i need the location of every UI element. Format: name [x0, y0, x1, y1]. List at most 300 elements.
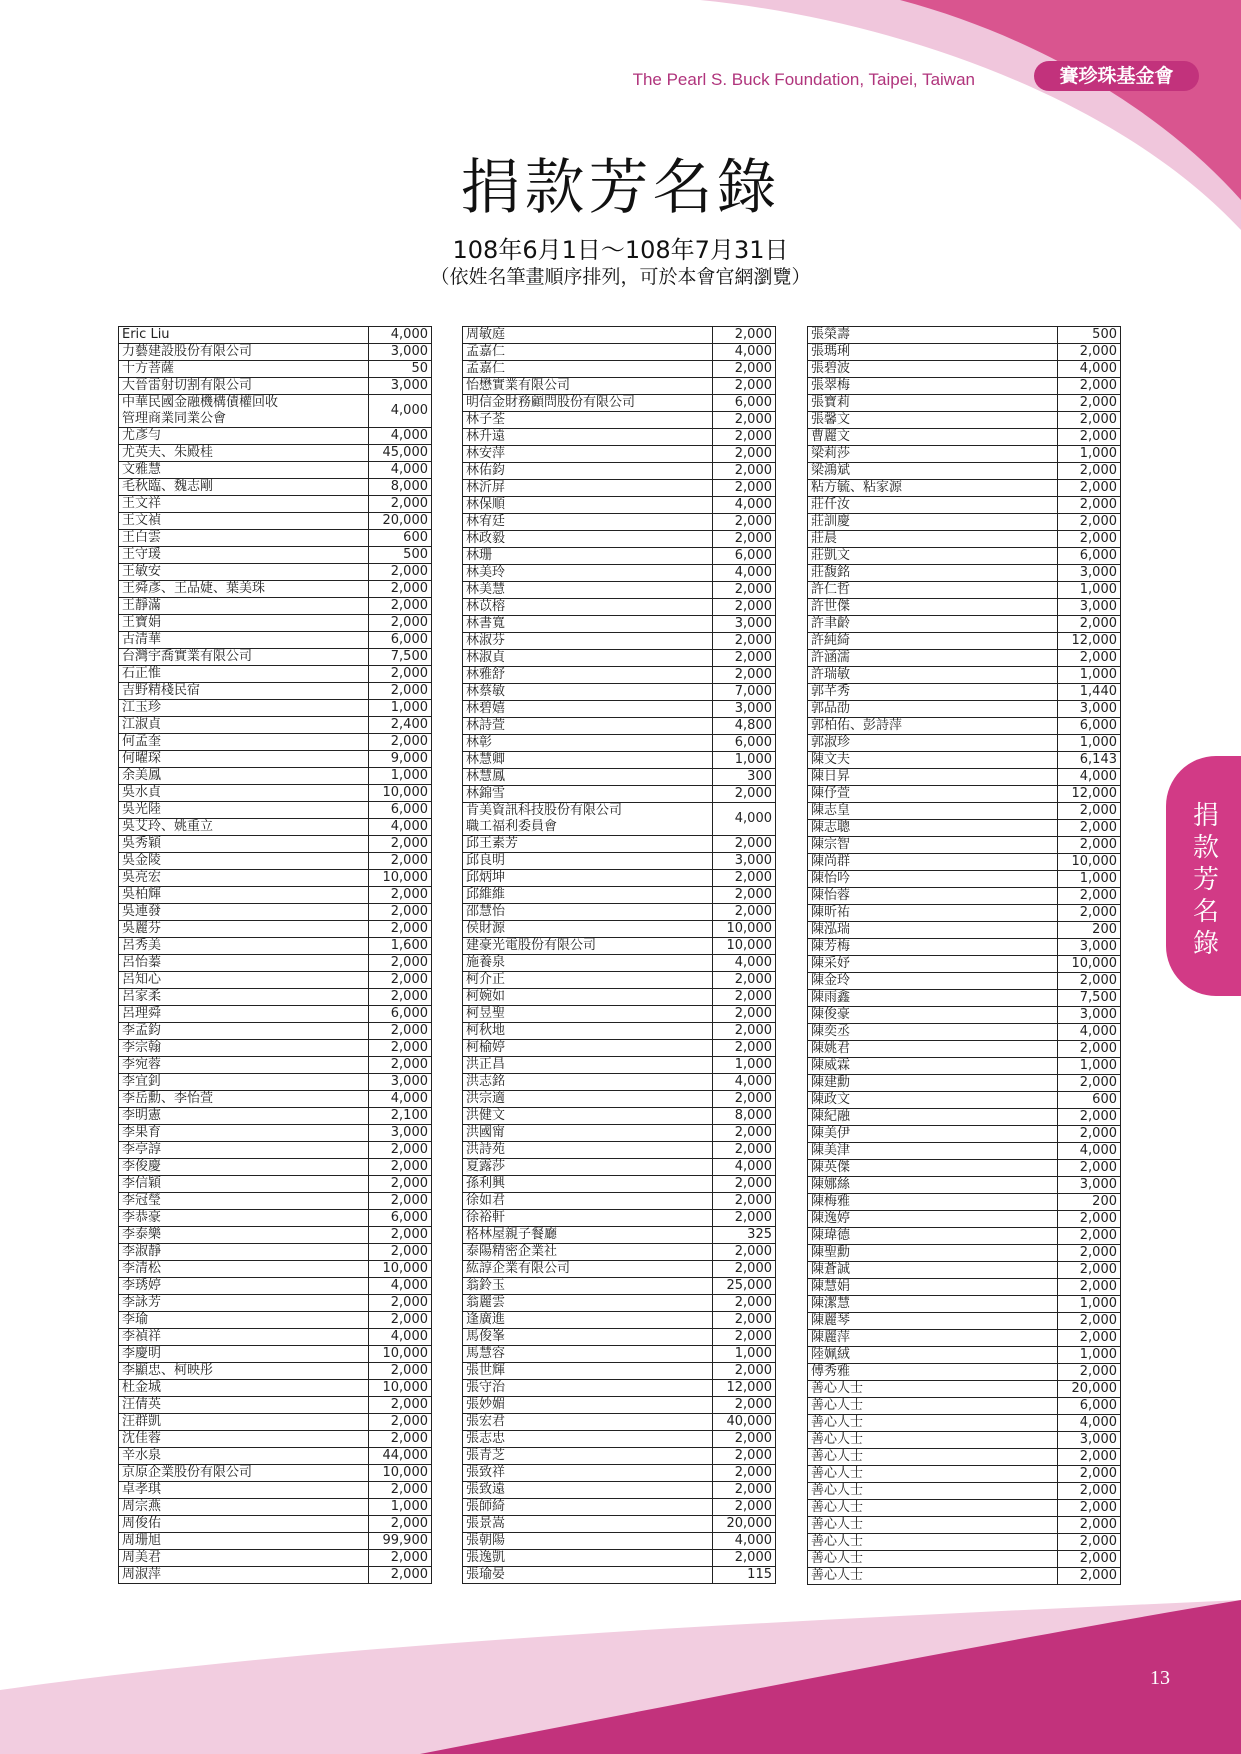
donor-name — [463, 1193, 713, 1210]
donor-name — [808, 480, 1058, 497]
donor-name-line: 善心人士 — [811, 1466, 864, 1481]
donor-column-1 — [118, 326, 432, 1584]
donor-name-line: 孟嘉仁 — [466, 361, 506, 376]
donor-name-line: 吳秀穎 — [122, 836, 162, 851]
donor-name-line: 周美君 — [122, 1550, 162, 1565]
donor-name-line: 紘諄企業有限公司 — [466, 1261, 571, 1276]
donor-name — [463, 1363, 713, 1380]
donor-name — [808, 429, 1058, 446]
donor-row — [463, 344, 776, 361]
donor-amount: 8,000 — [713, 1108, 776, 1125]
donor-name — [808, 378, 1058, 395]
donor-name-line: 洪宗適 — [466, 1091, 506, 1106]
donor-amount: 200 — [1058, 922, 1121, 939]
donor-name — [808, 1211, 1058, 1228]
donor-row — [808, 1007, 1121, 1024]
donor-name-line: 莊仟汝 — [811, 497, 851, 512]
donor-row — [808, 1262, 1121, 1279]
donor-row — [808, 854, 1121, 871]
donor-name-line: 汪群凱 — [122, 1414, 162, 1429]
donor-name — [463, 1091, 713, 1108]
donor-row — [463, 582, 776, 599]
donor-amount: 6,000 — [713, 735, 776, 752]
donor-amount: 2,000 — [713, 1448, 776, 1465]
donor-name — [119, 327, 369, 344]
donor-name — [463, 446, 713, 463]
donor-name — [119, 1533, 369, 1550]
donor-amount: 20,000 — [1058, 1381, 1121, 1398]
donor-amount: 4,000 — [713, 1074, 776, 1091]
donor-amount: 2,000 — [713, 480, 776, 497]
donor-name-line: 陳政文 — [811, 1092, 851, 1107]
side-tab-char: 錄 — [1192, 929, 1219, 959]
donor-name — [119, 1448, 369, 1465]
donor-row — [119, 547, 432, 564]
donor-name-line: 王舜彥、王品婕、葉美珠 — [122, 581, 266, 596]
donor-amount: 2,000 — [369, 1227, 432, 1244]
donor-amount: 4,800 — [713, 718, 776, 735]
donor-row — [119, 717, 432, 734]
donor-amount: 2,000 — [369, 989, 432, 1006]
donor-name-line: 林彰 — [466, 735, 493, 750]
donor-row — [463, 1295, 776, 1312]
donor-name — [808, 1432, 1058, 1449]
donor-row — [808, 1024, 1121, 1041]
donor-row — [463, 1346, 776, 1363]
donor-name-line: 莊訓慶 — [811, 514, 851, 529]
donor-name — [119, 700, 369, 717]
donor-amount: 7,500 — [1058, 990, 1121, 1007]
donor-name — [808, 1551, 1058, 1568]
donor-amount: 2,000 — [369, 1414, 432, 1431]
donor-row — [463, 803, 776, 836]
donor-amount: 2,000 — [713, 1006, 776, 1023]
donor-name — [119, 904, 369, 921]
donor-name — [119, 751, 369, 768]
donor-name — [808, 1262, 1058, 1279]
donor-name — [119, 1431, 369, 1448]
donor-row — [808, 1398, 1121, 1415]
donor-name — [808, 1160, 1058, 1177]
donor-name-line: 翁鈴玉 — [466, 1278, 506, 1293]
donor-name-line: 林升遠 — [466, 429, 506, 444]
donor-row — [463, 548, 776, 565]
donor-amount: 2,000 — [713, 1329, 776, 1346]
donor-name-line: 陳志聰 — [811, 820, 851, 835]
donor-name-line: 陳威霖 — [811, 1058, 851, 1073]
donor-amount: 300 — [713, 769, 776, 786]
donor-name-line: 曹麗文 — [811, 429, 851, 444]
donor-name-line: 古清華 — [122, 632, 162, 647]
donor-name-line: 林美慧 — [466, 582, 506, 597]
donor-name-line: 吳艾玲、姚重立 — [122, 819, 214, 834]
donor-name — [808, 1364, 1058, 1381]
donor-amount: 4,000 — [713, 565, 776, 582]
donor-row — [808, 735, 1121, 752]
donor-amount: 20,000 — [713, 1516, 776, 1533]
donor-amount: 2,000 — [1058, 616, 1121, 633]
donor-amount: 2,000 — [1058, 1160, 1121, 1177]
donor-name — [808, 344, 1058, 361]
donor-name-line: 邱良明 — [466, 853, 506, 868]
donor-name-line: 莊晨 — [811, 531, 838, 546]
donor-row — [808, 1381, 1121, 1398]
donor-amount: 2,100 — [369, 1108, 432, 1125]
donor-row — [808, 1228, 1121, 1245]
donor-name-line: 李亭諄 — [122, 1142, 162, 1157]
donor-name-line: 善心人士 — [811, 1432, 864, 1447]
donor-row — [463, 497, 776, 514]
donor-name — [119, 1363, 369, 1380]
donor-row — [808, 973, 1121, 990]
donor-amount: 2,000 — [1058, 1551, 1121, 1568]
donor-row — [808, 820, 1121, 837]
donor-amount: 2,000 — [713, 667, 776, 684]
donor-name-line: 陳怡吟 — [811, 871, 851, 886]
donor-name-line: 林保順 — [466, 497, 506, 512]
donor-row — [808, 1075, 1121, 1092]
donor-amount: 2,000 — [1058, 1466, 1121, 1483]
header-org-name: The Pearl S. Buck Foundation, Taipei, Taiwan — [632, 70, 975, 89]
donor-name — [808, 650, 1058, 667]
donor-name — [119, 1295, 369, 1312]
donor-name-line: 柯介正 — [466, 972, 506, 987]
donor-amount: 1,000 — [1058, 871, 1121, 888]
donor-name — [808, 718, 1058, 735]
donor-row — [808, 1534, 1121, 1551]
donor-row — [808, 701, 1121, 718]
donor-name — [463, 1244, 713, 1261]
donor-name — [808, 1007, 1058, 1024]
donor-row — [119, 1193, 432, 1210]
donor-name — [808, 786, 1058, 803]
donor-amount: 4,000 — [713, 344, 776, 361]
donor-row — [808, 1483, 1121, 1500]
donor-name — [119, 1006, 369, 1023]
donor-name — [808, 769, 1058, 786]
donor-name-line: 郭柏佑、彭詩萍 — [811, 718, 903, 733]
donor-amount: 3,000 — [1058, 599, 1121, 616]
donor-amount: 3,000 — [1058, 1432, 1121, 1449]
donor-name-line: 張朝陽 — [466, 1533, 506, 1548]
donor-row — [463, 735, 776, 752]
donor-row — [463, 1227, 776, 1244]
donor-name-line: 陳怡蓉 — [811, 888, 851, 903]
donor-name — [808, 752, 1058, 769]
donor-name-line: 余美鳳 — [122, 768, 162, 783]
donor-row — [463, 1482, 776, 1499]
donor-amount: 2,000 — [1058, 1228, 1121, 1245]
donor-name-line: 陳奕丞 — [811, 1024, 851, 1039]
donor-name-line: 林政毅 — [466, 531, 506, 546]
donor-row — [463, 853, 776, 870]
donor-name — [463, 803, 713, 836]
donor-name — [119, 1380, 369, 1397]
donor-name-line: 梁莉莎 — [811, 446, 851, 461]
donor-name-line: 洪國甯 — [466, 1125, 506, 1140]
donor-name — [808, 1092, 1058, 1109]
donor-row — [463, 327, 776, 344]
donor-row — [808, 1347, 1121, 1364]
donor-row — [119, 1397, 432, 1414]
donor-name-line: 張翠梅 — [811, 378, 851, 393]
donor-row — [808, 1568, 1121, 1585]
donor-name — [463, 650, 713, 667]
donor-row — [119, 1108, 432, 1125]
donor-amount: 6,000 — [369, 1006, 432, 1023]
donor-name-line: 張寶莉 — [811, 395, 851, 410]
donor-name — [463, 1380, 713, 1397]
donor-amount: 4,000 — [713, 1533, 776, 1550]
donor-name — [119, 802, 369, 819]
donor-row — [463, 1465, 776, 1482]
donor-row — [463, 1108, 776, 1125]
donor-name-line: 陳逸婷 — [811, 1211, 851, 1226]
donor-name-line: 洪詩苑 — [466, 1142, 506, 1157]
donor-row — [119, 530, 432, 547]
donor-name-line: 格林屋親子餐廳 — [466, 1227, 558, 1242]
donor-name-line: 力藝建設股份有限公司 — [122, 344, 253, 359]
donor-row — [119, 904, 432, 921]
donor-name-line: 善心人士 — [811, 1568, 864, 1583]
donor-row — [463, 463, 776, 480]
donor-amount: 2,000 — [713, 599, 776, 616]
donor-name-line: 李瑜 — [122, 1312, 149, 1327]
donor-row — [463, 718, 776, 735]
donor-name — [119, 581, 369, 598]
donor-name-line: 善心人士 — [811, 1449, 864, 1464]
donor-amount: 500 — [1058, 327, 1121, 344]
donor-amount: 12,000 — [713, 1380, 776, 1397]
donor-name — [119, 564, 369, 581]
donor-row — [119, 327, 432, 344]
donor-name — [119, 1465, 369, 1482]
donor-name — [463, 1397, 713, 1414]
donor-amount: 2,000 — [713, 1210, 776, 1227]
donor-name — [808, 1075, 1058, 1092]
donor-row — [808, 395, 1121, 412]
donor-row — [808, 1109, 1121, 1126]
donor-row — [119, 972, 432, 989]
donor-amount: 2,000 — [369, 1482, 432, 1499]
donor-name-line: 柯昱聖 — [466, 1006, 506, 1021]
donor-name — [119, 479, 369, 496]
donor-row — [808, 344, 1121, 361]
donor-amount: 2,000 — [369, 1023, 432, 1040]
donor-name — [808, 633, 1058, 650]
donor-name — [808, 1041, 1058, 1058]
donor-row — [463, 752, 776, 769]
donor-name-line: 江淑貞 — [122, 717, 162, 732]
donor-name — [463, 480, 713, 497]
donor-row — [808, 650, 1121, 667]
donor-name-line: 呂怡蓁 — [122, 955, 162, 970]
donor-name-line: 李宜釗 — [122, 1074, 162, 1089]
donor-name — [463, 1023, 713, 1040]
donor-name — [119, 938, 369, 955]
donor-name-line: 許涵濡 — [811, 650, 851, 665]
donor-name — [463, 412, 713, 429]
donor-row — [119, 853, 432, 870]
donor-name — [119, 1516, 369, 1533]
donor-name — [119, 615, 369, 632]
donor-name — [119, 1346, 369, 1363]
donor-name-line: 郭淑珍 — [811, 735, 851, 750]
donor-row — [463, 395, 776, 412]
donor-amount: 4,000 — [713, 803, 776, 836]
donor-amount: 2,000 — [1058, 1364, 1121, 1381]
donor-name-line: 周俊佑 — [122, 1516, 162, 1531]
donor-name-line: 職工福利委員會 — [466, 819, 558, 834]
donor-name-line: 李宗翰 — [122, 1040, 162, 1055]
donor-name-line: 王白雲 — [122, 530, 162, 545]
donor-amount: 1,000 — [1058, 1347, 1121, 1364]
donor-amount: 2,000 — [369, 836, 432, 853]
donor-amount: 4,000 — [1058, 769, 1121, 786]
donor-name-line: 善心人士 — [811, 1398, 864, 1413]
donor-row — [119, 1278, 432, 1295]
donor-amount: 2,000 — [713, 786, 776, 803]
donor-row — [119, 1091, 432, 1108]
donor-amount: 2,000 — [369, 1176, 432, 1193]
donor-name-line: 林美玲 — [466, 565, 506, 580]
donor-name-line: 邵慧怡 — [466, 904, 506, 919]
donor-name-line: 台灣宇喬實業有限公司 — [122, 649, 253, 664]
donor-row — [119, 1159, 432, 1176]
donor-name — [463, 1142, 713, 1159]
donor-name-line: 張逸凱 — [466, 1550, 506, 1565]
donor-name-line: 林慧卿 — [466, 752, 506, 767]
donor-row — [463, 989, 776, 1006]
donor-name — [119, 1023, 369, 1040]
donor-row — [119, 938, 432, 955]
donor-name-line: 明信金財務顧問股份有限公司 — [466, 395, 636, 410]
donor-name — [463, 514, 713, 531]
donor-name-line: 陳金玲 — [811, 973, 851, 988]
donor-row — [463, 1431, 776, 1448]
donor-name-line: 陳泓瑞 — [811, 922, 851, 937]
donor-name-line: 陳梅雅 — [811, 1194, 851, 1209]
donor-name — [463, 718, 713, 735]
donor-name — [808, 905, 1058, 922]
donor-amount: 2,000 — [369, 1057, 432, 1074]
donor-name-line: 李宛蓉 — [122, 1057, 162, 1072]
donor-row — [119, 683, 432, 700]
donor-amount: 2,000 — [369, 853, 432, 870]
donor-name-line: 李琇婷 — [122, 1278, 162, 1293]
donor-amount: 4,000 — [713, 1159, 776, 1176]
donor-name — [808, 1568, 1058, 1585]
donor-name — [808, 616, 1058, 633]
donor-amount: 6,000 — [369, 802, 432, 819]
donor-row — [119, 700, 432, 717]
donor-amount: 2,400 — [369, 717, 432, 734]
donor-row — [119, 1346, 432, 1363]
donor-amount: 2,000 — [369, 615, 432, 632]
donor-name — [119, 921, 369, 938]
donor-name — [463, 344, 713, 361]
donor-name — [463, 429, 713, 446]
donor-row — [119, 734, 432, 751]
donor-row — [808, 1058, 1121, 1075]
donor-amount: 2,000 — [713, 582, 776, 599]
donor-row — [808, 1466, 1121, 1483]
donor-name-line: 施養泉 — [466, 955, 506, 970]
donor-row — [808, 871, 1121, 888]
donor-name — [808, 1228, 1058, 1245]
donor-name — [463, 1040, 713, 1057]
donor-amount: 2,000 — [1058, 480, 1121, 497]
donor-amount: 3,000 — [1058, 565, 1121, 582]
donor-row — [808, 1364, 1121, 1381]
donor-amount: 4,000 — [1058, 361, 1121, 378]
donor-name — [463, 1227, 713, 1244]
donor-name — [463, 1006, 713, 1023]
donor-row — [463, 1261, 776, 1278]
donor-row — [119, 564, 432, 581]
donor-row — [808, 327, 1121, 344]
donor-name — [808, 1517, 1058, 1534]
donor-row — [463, 1159, 776, 1176]
donor-name — [808, 735, 1058, 752]
donor-name-line: 莊凱文 — [811, 548, 851, 563]
donor-name — [808, 1500, 1058, 1517]
donor-amount: 2,000 — [1058, 395, 1121, 412]
date-range: 108年6月1日～108年7月31日 — [452, 236, 789, 264]
donor-table — [807, 326, 1121, 1585]
donor-name-line: 林子荃 — [466, 412, 506, 427]
donor-amount: 1,000 — [1058, 667, 1121, 684]
donor-name-line: 陳尚群 — [811, 854, 851, 869]
donor-name — [119, 445, 369, 462]
donor-amount: 4,000 — [713, 497, 776, 514]
donor-name-line: 陳紀融 — [811, 1109, 851, 1124]
donor-name-line: 肯美資訊科技股份有限公司 — [466, 803, 623, 818]
donor-name — [119, 462, 369, 479]
donor-row — [119, 1040, 432, 1057]
donor-row — [463, 361, 776, 378]
donor-name-line: 沈佳蓉 — [122, 1431, 162, 1446]
donor-row — [463, 667, 776, 684]
donor-name-line: 何孟奎 — [122, 734, 162, 749]
donor-amount: 2,000 — [713, 1142, 776, 1159]
donor-amount: 1,000 — [1058, 446, 1121, 463]
donor-name-line: 陳文夫 — [811, 752, 851, 767]
donor-amount: 25,000 — [713, 1278, 776, 1295]
donor-row — [119, 1363, 432, 1380]
donor-row — [808, 1211, 1121, 1228]
donor-name-line: 善心人士 — [811, 1415, 864, 1430]
donor-name-line: 陳伃萱 — [811, 786, 851, 801]
donor-name — [808, 1381, 1058, 1398]
donor-name-line: 許仁哲 — [811, 582, 851, 597]
donor-amount: 115 — [713, 1567, 776, 1584]
donor-amount: 2,000 — [369, 666, 432, 683]
donor-name-line: 呂秀美 — [122, 938, 162, 953]
donor-name — [808, 446, 1058, 463]
donor-row — [808, 463, 1121, 480]
donor-row — [119, 649, 432, 666]
donor-amount: 2,000 — [1058, 1500, 1121, 1517]
donor-row — [808, 1500, 1121, 1517]
donor-row — [808, 786, 1121, 803]
donor-name — [808, 820, 1058, 837]
donor-amount: 2,000 — [369, 887, 432, 904]
donor-amount: 1,440 — [1058, 684, 1121, 701]
donor-row — [463, 1397, 776, 1414]
donor-row — [463, 1074, 776, 1091]
donor-row — [808, 803, 1121, 820]
